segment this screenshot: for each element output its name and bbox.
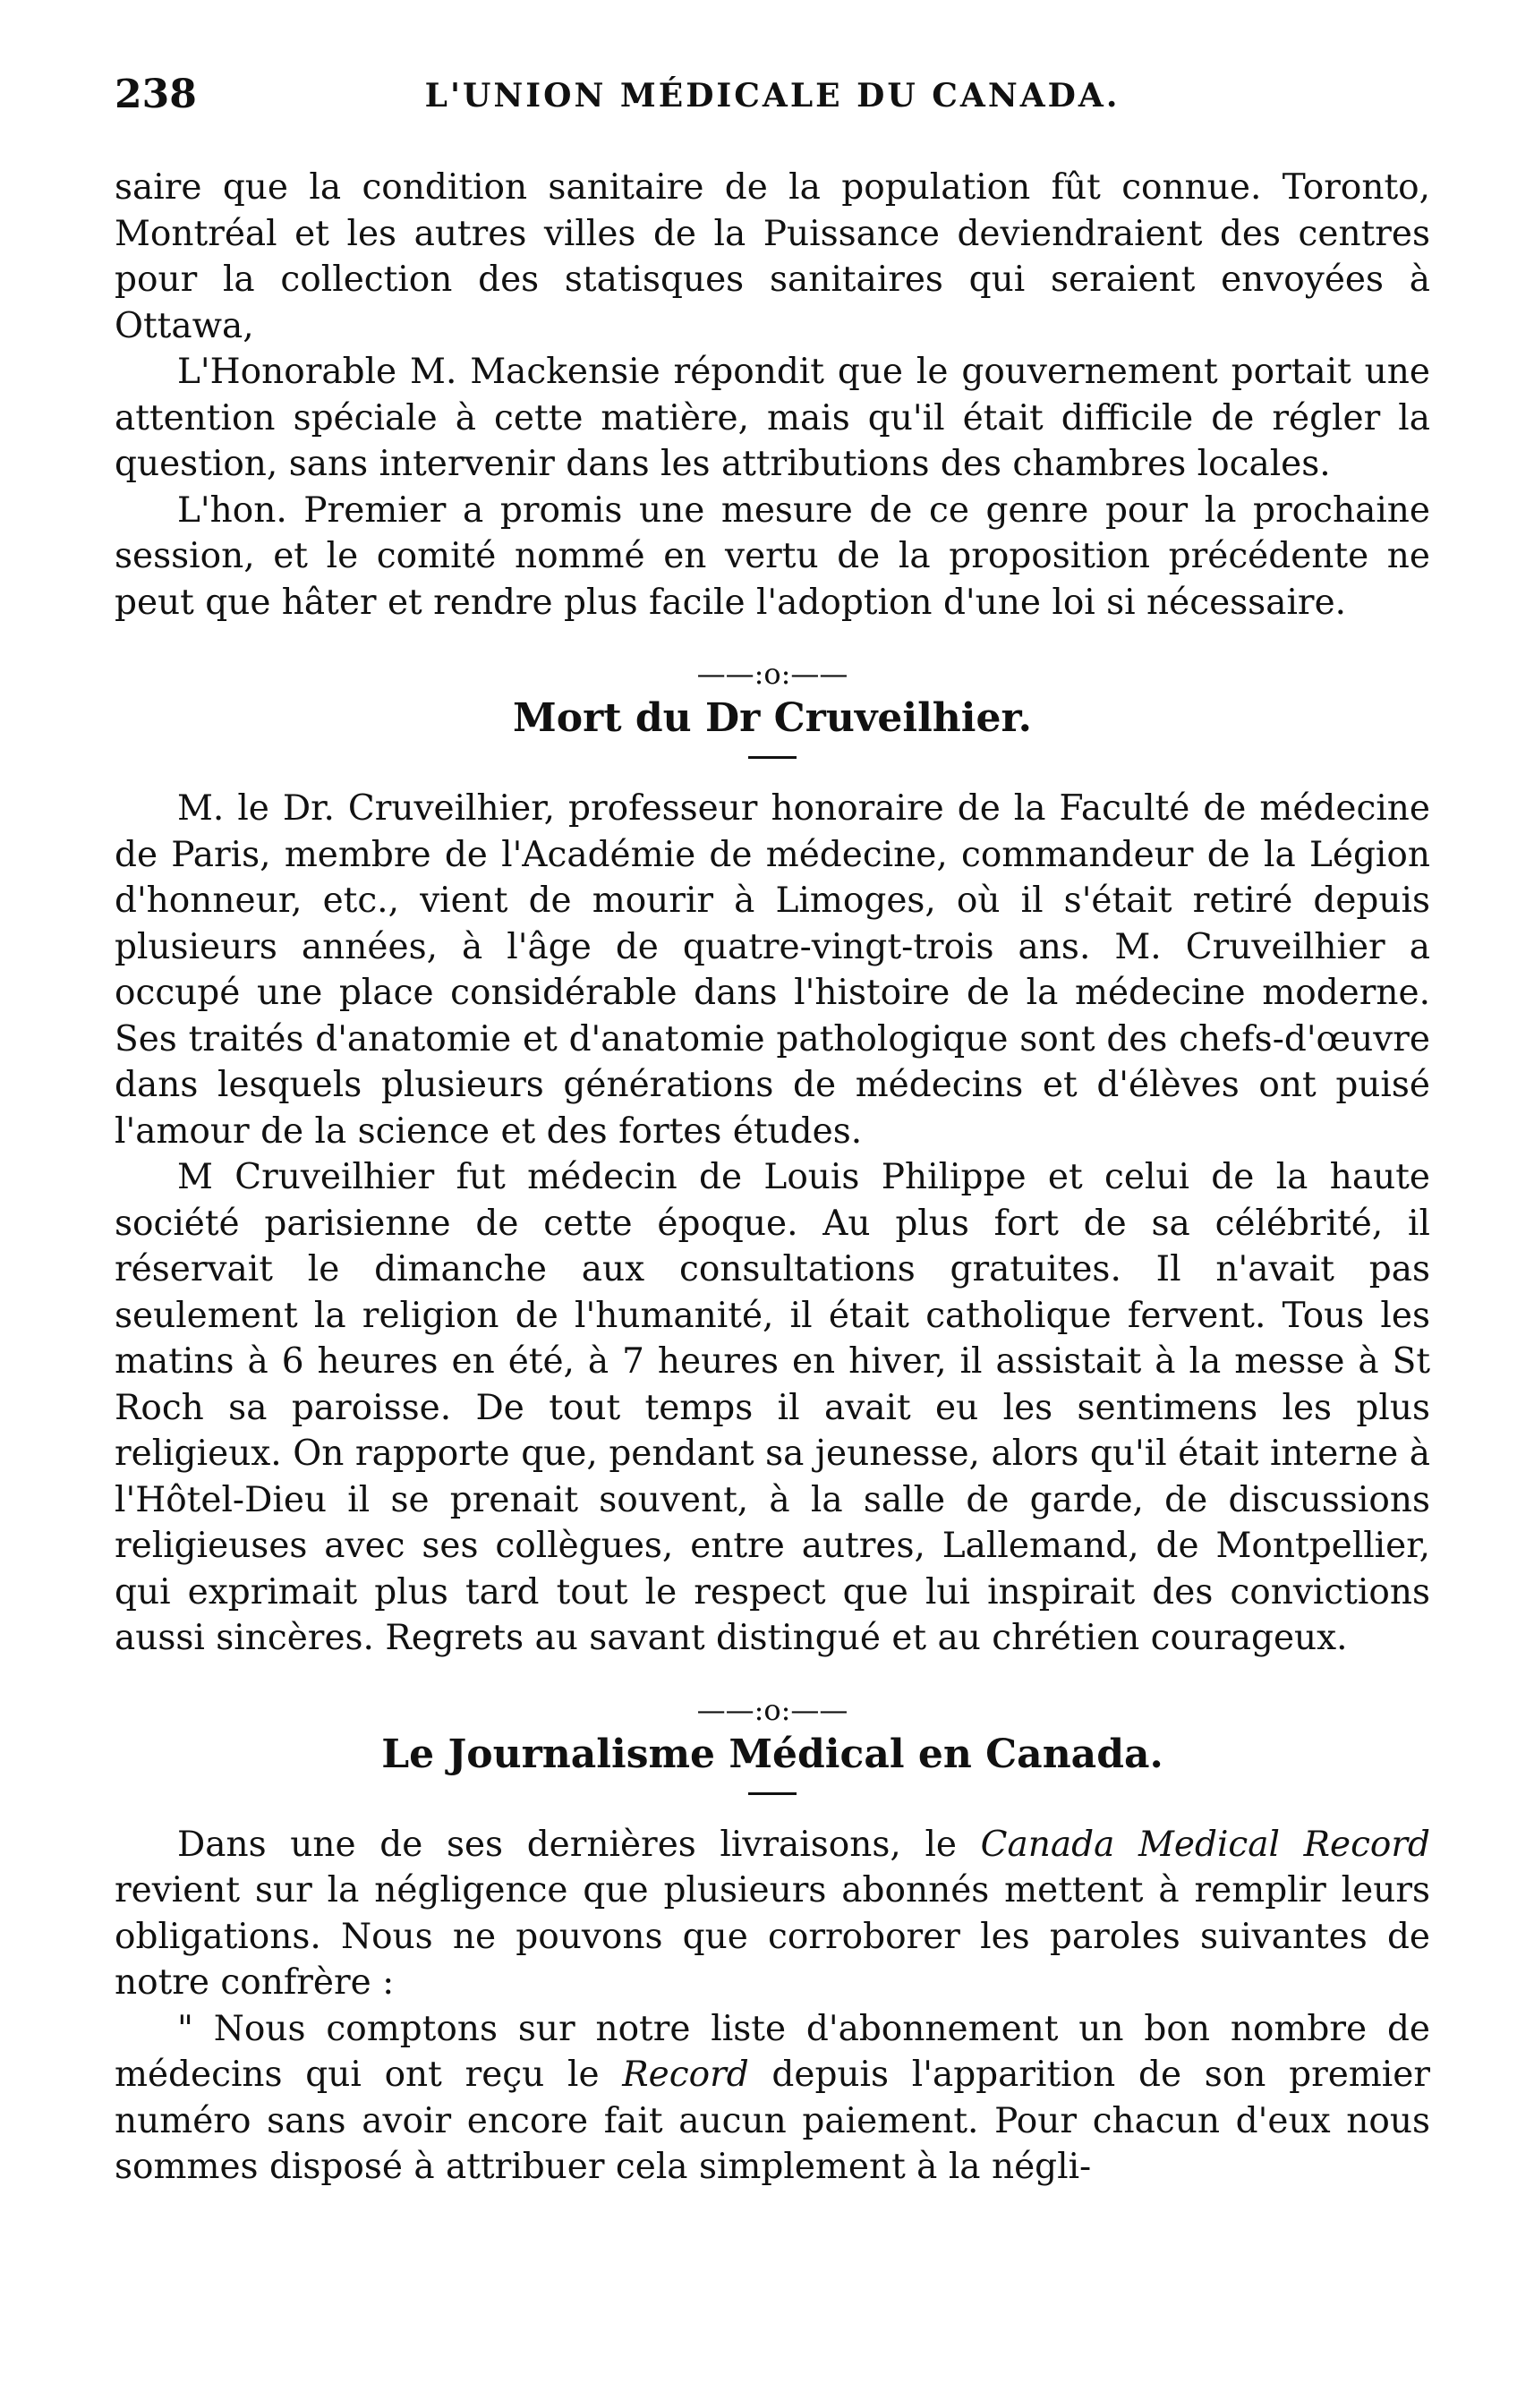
paragraph: L'hon. Premier a promis une mesure de ce genre pour la prochaine session, et le comité nommé en vertu de la proposition précédente ne peut que hâter et rendre plus facile l'adoption d'une loi si nécessaire. [115, 489, 1430, 623]
section-continued-article [115, 165, 1430, 625]
text-run: depuis l'apparition de son premier numéro sans avoir encore fait aucun paiement. Pour chacun d'eux nous sommes disposé à attribuer cela simplement à la négli- [115, 2055, 1430, 2187]
title-rule [748, 1792, 797, 1795]
section-separator: ——:o:—— [696, 657, 848, 691]
section-journalisme [115, 1694, 1430, 2191]
journal-name: Record [622, 2055, 749, 2095]
journal-title: L'UNION MÉDICALE DU CANADA. [424, 77, 1121, 115]
text-run: " Nous comptons sur notre liste d'abonnement un bon nombre de médecins qui ont reçu le [115, 2008, 1430, 2095]
section-cruveilhier [115, 658, 1430, 1662]
paragraph [115, 2006, 1430, 2191]
paragraph: L'Honorable M. Mackensie répondit que le gouvernement portait une attention spéciale à cette matière, mais qu'il était difficile de régler la question, sans intervenir dans les attributions des chambres locales. [115, 352, 1430, 484]
journal-name: Canada Medical Record [980, 1824, 1430, 1865]
text-run: Dans une de ses dernières livraisons, le [177, 1824, 981, 1865]
paragraph: saire que la condition sanitaire de la population fût connue. Toronto, Montréal et les autres villes de la Puissance deviendraient des centres pour la collection des statisques sanitaires qui seraient envoyées à Ottawa, [115, 167, 1430, 346]
paragraph: M Cruveilhier fut médecin de Louis Philippe et celui de la haute société parisienne de cette époque. Au plus fort de sa célébrité, il réservait le dimanche aux consultations gratuites. Il n'avait pas seulement la religion de l'humanité, il était catholique fervent. Tous les matins à 6 heures en été, à 7 heures en hiver, il assistait à la messe à St Roch sa paroisse. De tout temps il avait eu les sentimens les plus religieux. On rapporte que, pendant sa jeunesse, alors qu'il était interne à l'Hôtel-Dieu il se prenait souvent, à la salle de garde, de discussions religieuses avec ses collègues, entre autres, Lallemand, de Montpellier, qui exprimait plus tard tout le respect que lui inspirait des convictions aussi sincères. Regrets au savant distingué et au chrétien courageux. [115, 1157, 1430, 1658]
section-title: Mort du Dr Cruveilhier. [513, 695, 1032, 741]
title-rule [748, 756, 797, 759]
text-run: revient sur la négligence que plusieurs abonnés mettent à remplir leurs obligations. Nous ne pouvons que corroborer les paroles suivantes de notre confrère : [115, 1870, 1430, 2003]
document-page [115, 72, 1430, 2191]
section-separator: ——:o:—— [696, 1692, 848, 1727]
paragraph [115, 1822, 1430, 2006]
paragraph: M. le Dr. Cruveilhier, professeur honoraire de la Faculté de médecine de Paris, membre de l'Académie de médecine, commandeur de la Légion d'honneur, etc., vient de mourir à Limoges, où il s'était retiré depuis plusieurs années, à l'âge de quatre-vingt-trois ans. M. Cruveilhier a occupé une place considérable dans l'histoire de la médecine moderne. Ses traités d'anatomie et d'anatomie pathologique sont des chefs-d'œuvre dans lesquels plusieurs générations de médecins et d'élèves ont puisé l'amour de la science et des fortes études. [115, 788, 1430, 1152]
page-number: 238 [115, 72, 197, 117]
running-header [115, 72, 1430, 125]
section-title: Le Journalisme Médical en Canada. [381, 1731, 1163, 1777]
